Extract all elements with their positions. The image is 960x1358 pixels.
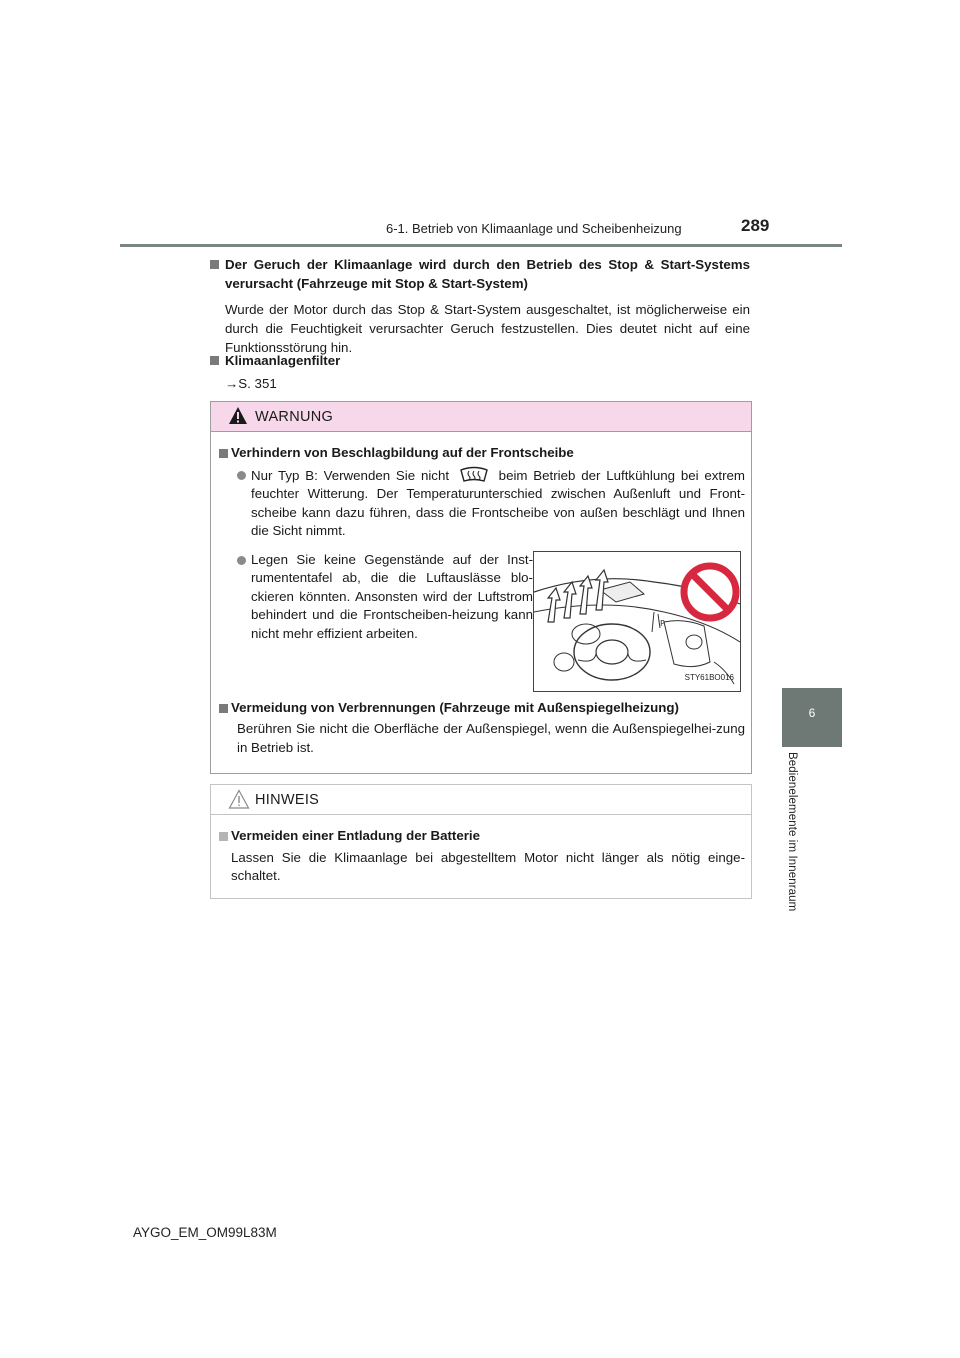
notice-body: Lassen Sie die Klimaanlage bei abgestelltem Motor nicht länger als nötig einge-schaltet. bbox=[231, 849, 745, 883]
fog-bullet-1-end: beim Betrieb der Luftkühlung bei extrem feuchter Witterung. Der Temperaturunterschied zwischen Außenluft und Front-scheibe kann dazu führen, dass die Frontscheibe von außen beschlägt und Ihnen die Sicht nimmt. bbox=[251, 467, 745, 538]
section-title: 6-1. Betrieb von Klimaanlage und Scheibenheizung bbox=[386, 221, 682, 236]
square-bullet-icon bbox=[219, 832, 228, 841]
fog-bullet-2 bbox=[219, 551, 533, 644]
chapter-number: 6 bbox=[808, 706, 816, 720]
round-bullet-icon bbox=[237, 471, 246, 480]
warning-triangle-icon bbox=[228, 406, 248, 425]
windshield-defroster-icon bbox=[459, 466, 489, 483]
warning-header bbox=[211, 402, 751, 432]
chapter-tab[interactable] bbox=[782, 688, 842, 747]
warning-title: WARNUNG bbox=[255, 409, 334, 425]
notice-heading: Vermeiden einer Entladung der Batterie bbox=[231, 828, 481, 843]
burns-body: Berühren Sie nicht die Oberfläche der Außenspiegel, wenn die Außenspiegelhei-zung in Betrieb ist. bbox=[237, 721, 745, 755]
chapter-label: Bedienelemente im Innenraum bbox=[786, 752, 798, 912]
smell-heading: Der Geruch der Klimaanlage wird durch den Betrieb des Stop & Start-Systems verursacht (Fahrzeuge mit Stop & Start-System) bbox=[225, 257, 750, 291]
notice-title: HINWEIS bbox=[255, 792, 320, 808]
notice-header bbox=[211, 785, 751, 815]
filter-reference[interactable]: →S. 351 bbox=[225, 376, 277, 391]
square-bullet-icon bbox=[210, 260, 219, 269]
smell-body: Wurde der Motor durch das Stop & Start-System ausgeschaltet, ist möglicherweise ein durch die Feuchtigkeit verursachter Geruch festzustellen. Dies deutet nicht auf eine Funktionsstörung hin. bbox=[225, 302, 750, 355]
illustration-code: STY61BO016 bbox=[684, 673, 734, 682]
smell-section bbox=[210, 255, 750, 357]
filter-heading: Klimaanlagenfilter bbox=[225, 353, 341, 368]
round-bullet-icon bbox=[237, 556, 246, 565]
notice-box bbox=[210, 784, 752, 899]
document-code: AYGO_EM_OM99L83M bbox=[133, 1225, 277, 1240]
caution-triangle-icon bbox=[228, 789, 250, 809]
fog-bullet-1 bbox=[219, 466, 745, 541]
header-rule bbox=[120, 244, 842, 247]
burns-heading: Vermeidung von Verbrennungen (Fahrzeuge mit Außenspiegelheizung) bbox=[231, 699, 679, 715]
warning-box bbox=[210, 401, 752, 774]
square-bullet-icon bbox=[219, 449, 228, 458]
fog-heading: Verhindern von Beschlagbildung auf der Frontscheibe bbox=[231, 445, 574, 460]
square-bullet-icon bbox=[210, 356, 219, 365]
filter-section bbox=[210, 351, 750, 393]
fog-bullet-1-start: Nur Typ B: Verwenden Sie nicht bbox=[251, 467, 450, 483]
page-number: 289 bbox=[741, 216, 770, 235]
svg-text:P: P bbox=[660, 618, 665, 628]
fog-bullet-2-text: Legen Sie keine Gegenstände auf der Inst-rumententafel ab, die die Luftauslässe blo-ckieren könnten. Ansonsten wird der Luftstrom behindert und die Frontscheiben-heizung kann nicht mehr effizient arbeiten. bbox=[251, 551, 533, 641]
dashboard-illustration bbox=[533, 551, 741, 692]
square-bullet-icon bbox=[219, 704, 228, 713]
